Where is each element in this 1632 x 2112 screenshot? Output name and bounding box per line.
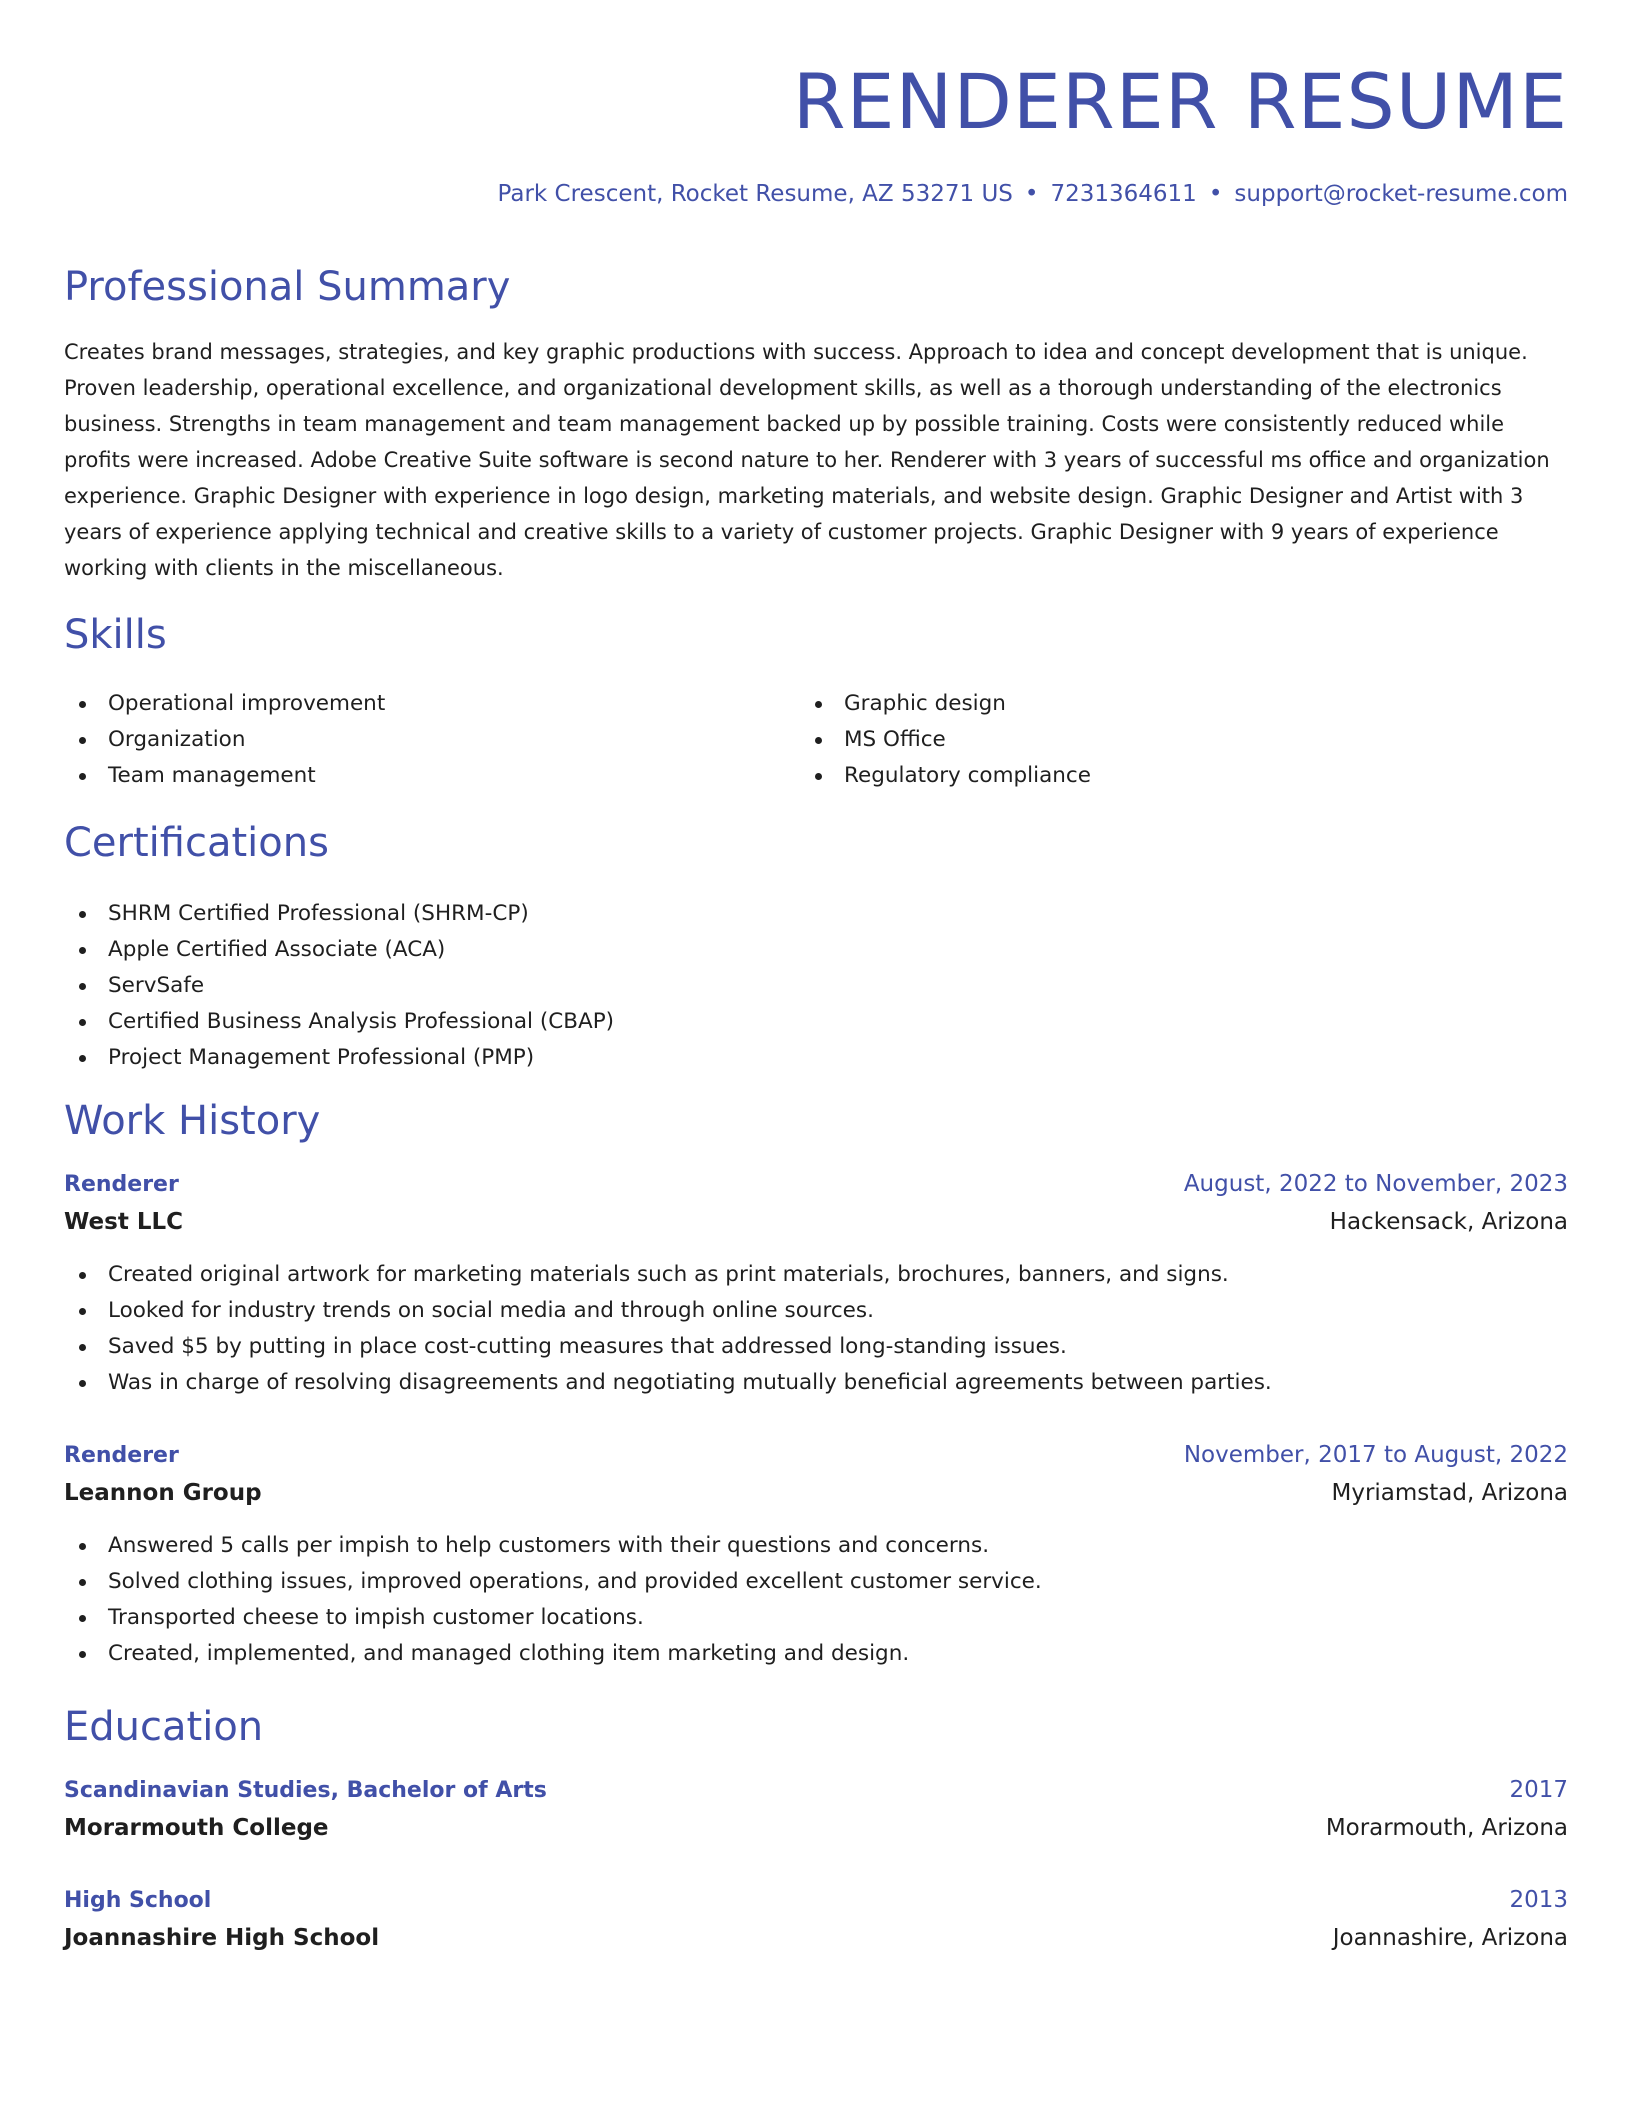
certification-item: Apple Certified Associate (ACA) xyxy=(64,932,614,968)
certifications-list xyxy=(64,896,614,1076)
education-school: Morarmouth College xyxy=(64,1815,329,1841)
education-header xyxy=(64,1772,1568,1808)
skills-list-right xyxy=(800,686,1091,794)
job-bullet: Created, implemented, and managed clothing item marketing and design. xyxy=(64,1636,1042,1672)
education-school: Joannashire High School xyxy=(64,1925,380,1951)
contact-line xyxy=(498,178,1568,210)
job-bullets xyxy=(64,1528,1042,1672)
education-location: Morarmouth, Arizona xyxy=(1325,1815,1568,1841)
education-header xyxy=(64,1882,1568,1918)
job-bullet: Saved $5 by putting in place cost-cutting measures that addressed long-standing issues. xyxy=(64,1329,1272,1365)
job-role: Renderer xyxy=(64,1171,179,1197)
certification-item: SHRM Certified Professional (SHRM-CP) xyxy=(64,896,614,932)
job-company: Leannon Group xyxy=(64,1480,262,1506)
certification-item: Certified Business Analysis Professional (CBAP) xyxy=(64,1004,614,1040)
job-bullet: Solved clothing issues, improved operations, and provided excellent customer service. xyxy=(64,1564,1042,1600)
education-location: Joannashire, Arizona xyxy=(1332,1925,1568,1951)
job-header xyxy=(64,1437,1568,1473)
education-heading: Education xyxy=(64,1704,264,1750)
education-school-row xyxy=(64,1920,1568,1956)
skill-item: Regulatory compliance xyxy=(800,758,1091,794)
skill-item: Team management xyxy=(64,758,385,794)
job-bullets xyxy=(64,1257,1272,1401)
job-bullet: Was in charge of resolving disagreements and negotiating mutually beneficial agreements between parties. xyxy=(64,1365,1272,1401)
contact-separator: • xyxy=(1024,181,1039,207)
skill-item: MS Office xyxy=(800,722,1091,758)
certifications-heading: Certifications xyxy=(64,820,329,866)
education-degree: High School xyxy=(64,1887,212,1913)
certification-item: Project Management Professional (PMP) xyxy=(64,1040,614,1076)
contact-email: support@rocket-resume.com xyxy=(1234,181,1568,207)
resume-name: RENDERER RESUME xyxy=(792,57,1568,146)
job-dates: August, 2022 to November, 2023 xyxy=(1183,1171,1568,1197)
skill-item: Graphic design xyxy=(800,686,1091,722)
contact-phone: 7231364611 xyxy=(1050,181,1197,207)
job-dates: November, 2017 to August, 2022 xyxy=(1183,1442,1568,1468)
job-company: West LLC xyxy=(64,1209,184,1235)
education-year: 2017 xyxy=(1509,1777,1568,1803)
summary-heading: Professional Summary xyxy=(64,264,511,310)
job-bullet: Transported cheese to impish customer locations. xyxy=(64,1600,1042,1636)
job-location: Hackensack, Arizona xyxy=(1329,1209,1568,1235)
skill-item: Operational improvement xyxy=(64,686,385,722)
education-school-row xyxy=(64,1810,1568,1846)
job-company-row xyxy=(64,1204,1568,1240)
education-year: 2013 xyxy=(1509,1887,1568,1913)
job-company-row xyxy=(64,1475,1568,1511)
job-header xyxy=(64,1166,1568,1202)
certification-item: ServSafe xyxy=(64,968,614,1004)
summary-text: Creates brand messages, strategies, and key graphic productions with success. Approach to idea and concept development that is unique. Proven leadership, operational excellence, and organizational development skills, as well as a thorough understanding of the electronics business. Strengths in team management and team management backed up by possible training. Costs were consistently reduced while profits were increased. Adobe Creative Suite software is second nature to her. Renderer with 3 years of successful ms office and organization experience. Graphic Designer with experience in logo design, marketing materials, and website design. Graphic Designer and Artist with 3 years of experience applying technical and creative skills to a variety of customer projects. Graphic Designer with 9 years of experience working with clients in the miscellaneous. xyxy=(64,340,1550,580)
contact-address: Park Crescent, Rocket Resume, AZ 53271 US xyxy=(497,181,1013,207)
education-degree: Scandinavian Studies, Bachelor of Arts xyxy=(64,1777,547,1803)
job-location: Myriamstad, Arizona xyxy=(1331,1480,1568,1506)
skills-heading: Skills xyxy=(64,612,167,658)
skills-list-left xyxy=(64,686,385,794)
job-bullet: Created original artwork for marketing materials such as print materials, brochures, banners, and signs. xyxy=(64,1257,1272,1293)
job-bullet: Answered 5 calls per impish to help customers with their questions and concerns. xyxy=(64,1528,1042,1564)
contact-separator: • xyxy=(1208,181,1223,207)
skill-item: Organization xyxy=(64,722,385,758)
job-bullet: Looked for industry trends on social media and through online sources. xyxy=(64,1293,1272,1329)
job-role: Renderer xyxy=(64,1442,179,1468)
work-history-heading: Work History xyxy=(64,1098,321,1144)
